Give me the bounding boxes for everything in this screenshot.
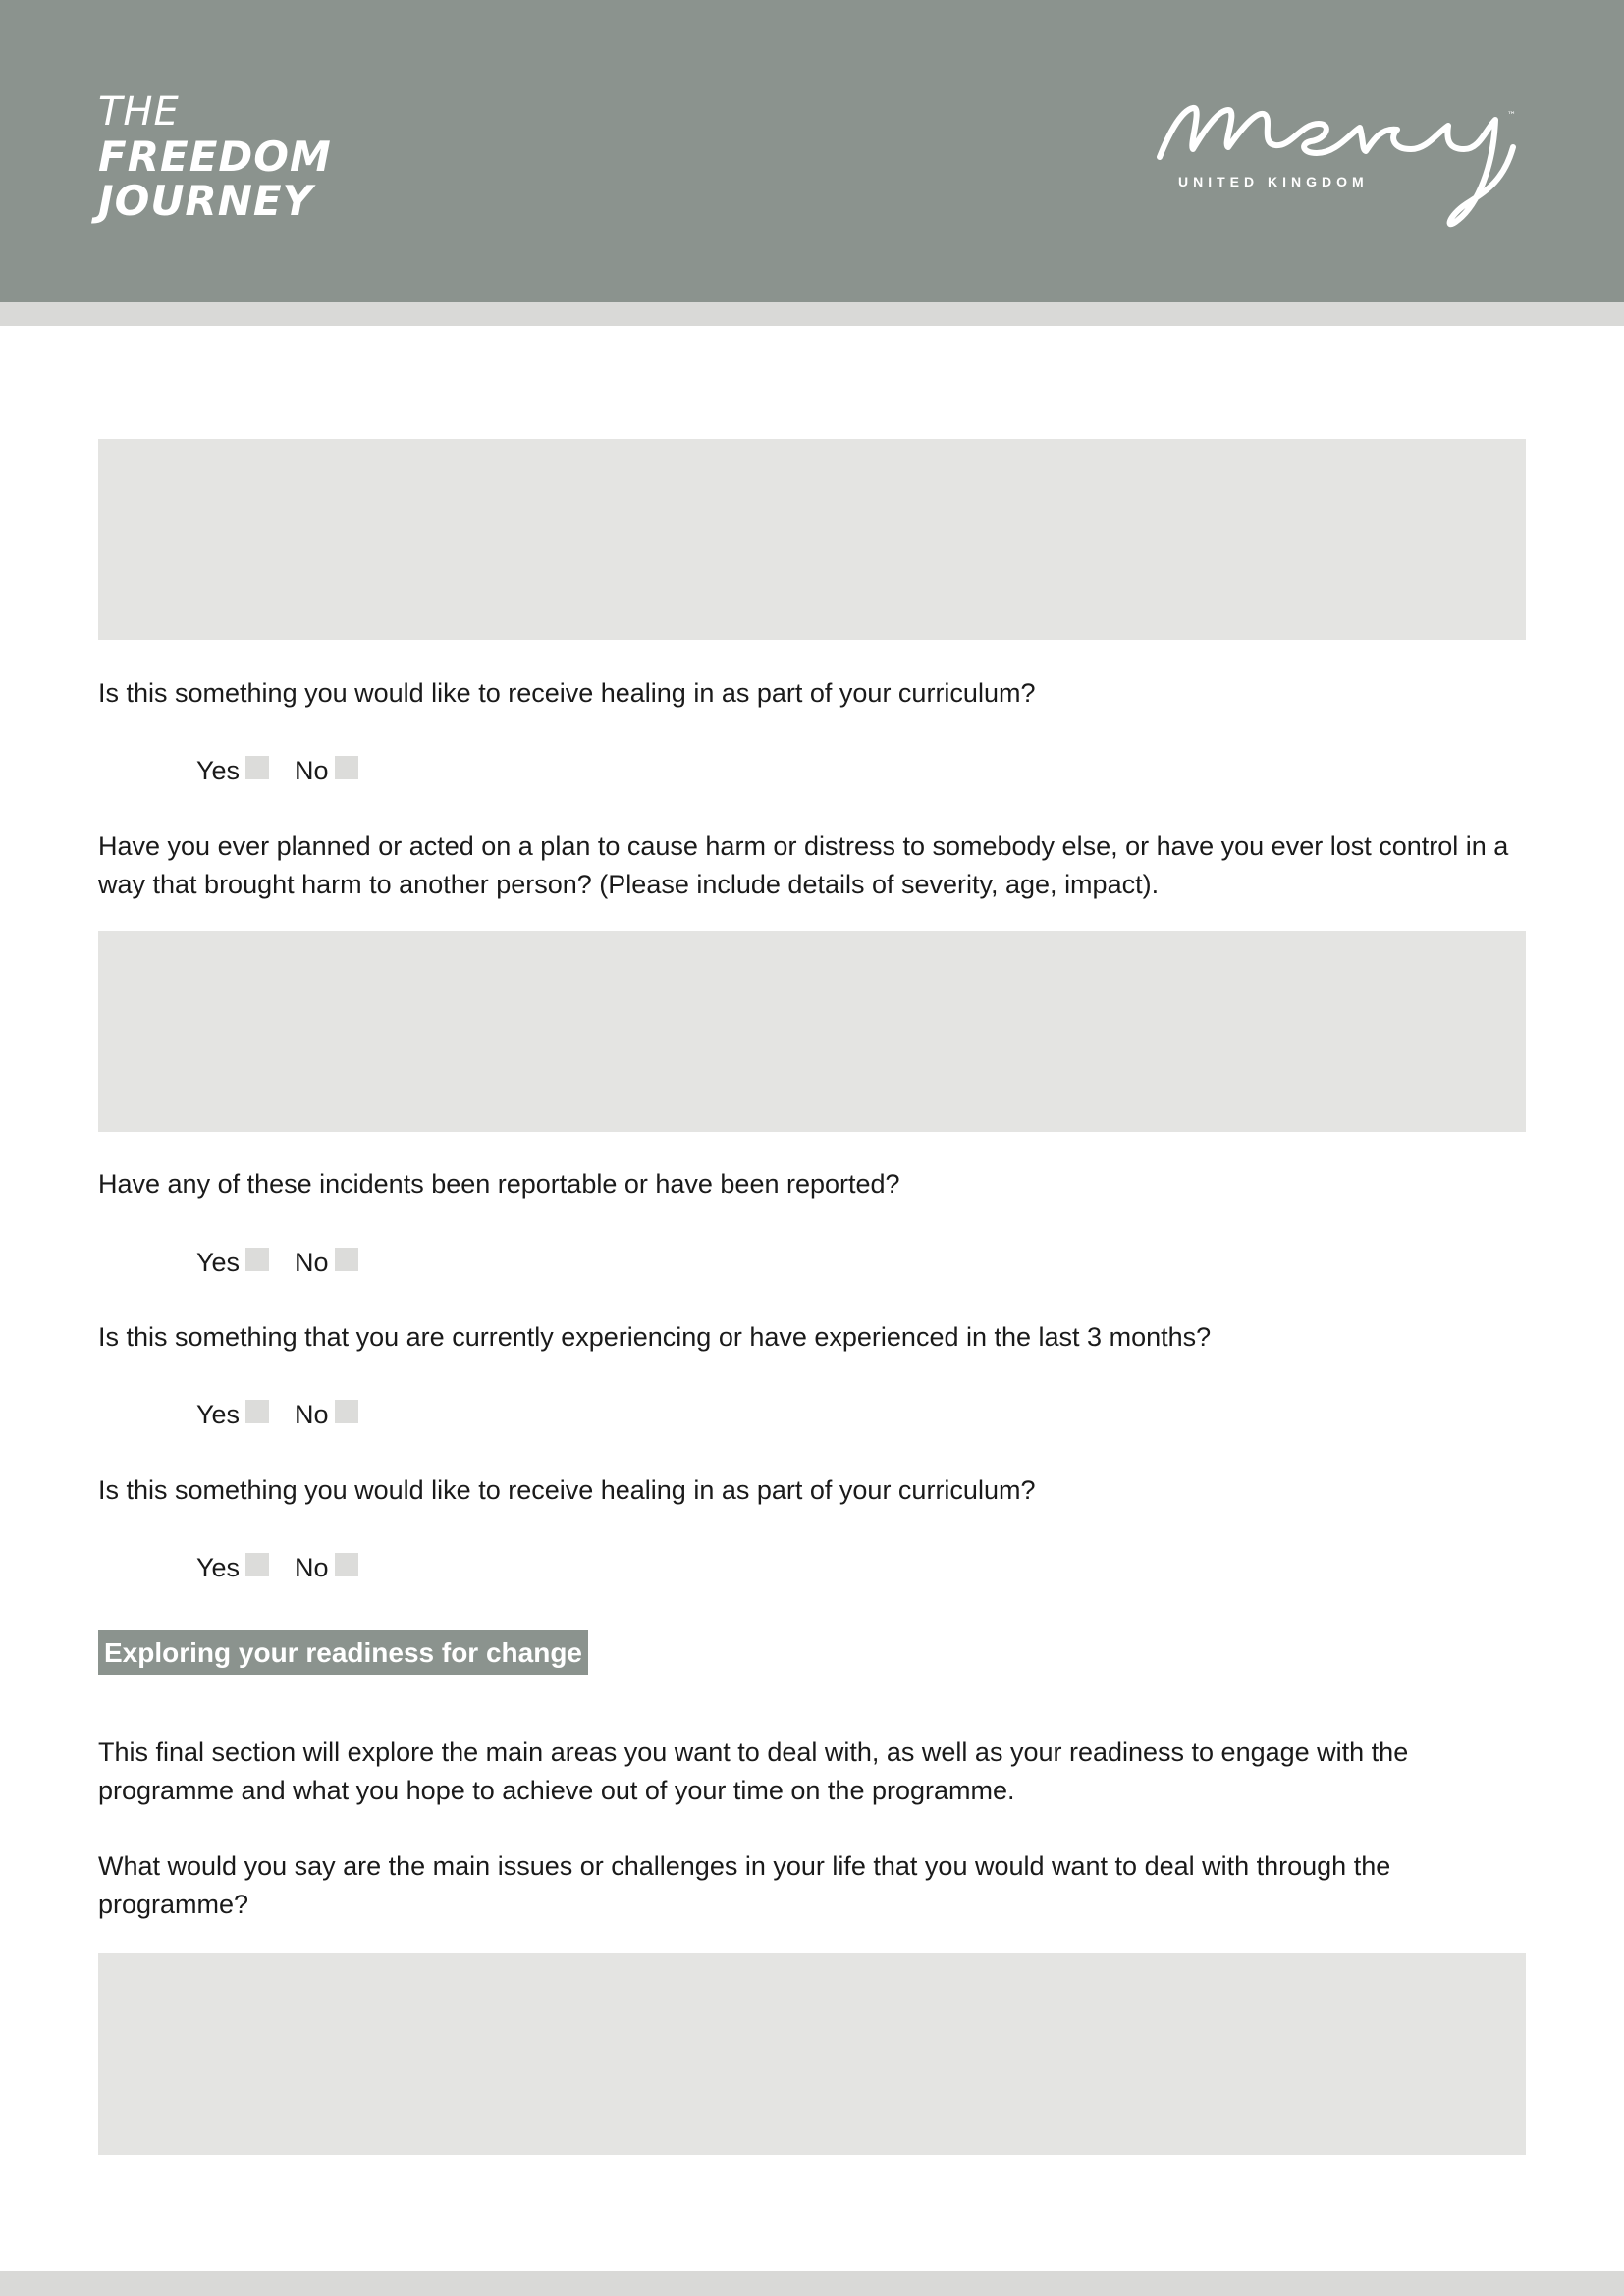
footer-band	[0, 2271, 1624, 2296]
question-main-issues: What would you say are the main issues or challenges in your life that you would want to deal with through the programme?	[98, 1851, 1391, 1919]
no-label: No	[295, 1248, 329, 1277]
brand-title-line1: THE	[98, 89, 180, 134]
no-checkbox[interactable]	[335, 1400, 358, 1423]
question-healing-1: Is this something you would like to receive healing in as part of your curriculum?	[98, 678, 1036, 708]
section-intro: This final section will explore the main areas you want to deal with, as well as your readiness to engage with the programme and what you hope to achieve out of your time on the programme.	[98, 1737, 1409, 1805]
section-heading: Exploring your readiness for change	[98, 1630, 588, 1675]
answer-textbox-3[interactable]	[98, 1953, 1526, 2155]
question-harm-others: Have you ever planned or acted on a plan to cause harm or distress to somebody else, or have you ever lost control in a way that brought harm to another person? (Please include details of severity, age, impact).	[98, 831, 1509, 899]
yes-checkbox[interactable]	[245, 1248, 269, 1271]
yes-checkbox[interactable]	[245, 1400, 269, 1423]
no-checkbox[interactable]	[335, 756, 358, 779]
yes-label: Yes	[196, 756, 241, 785]
question-current-experience: Is this something that you are currently experiencing or have experienced in the last 3 months?	[98, 1322, 1212, 1352]
yes-label: Yes	[196, 1248, 241, 1277]
answer-textbox-1[interactable]	[98, 439, 1526, 640]
no-label: No	[295, 1400, 329, 1429]
brand-title-line2: FREEDOM	[98, 133, 332, 181]
no-checkbox[interactable]	[335, 1248, 358, 1271]
yes-checkbox[interactable]	[245, 756, 269, 779]
logo-tm: ™	[1507, 111, 1516, 121]
no-checkbox[interactable]	[335, 1553, 358, 1576]
logo-subtitle: UNITED KINGDOM	[1178, 174, 1369, 189]
no-label: No	[295, 1553, 329, 1582]
question-reported: Have any of these incidents been reportable or have been reported?	[98, 1169, 900, 1199]
mercy-logo	[1154, 88, 1532, 236]
question-healing-2: Is this something you would like to receive healing in as part of your curriculum?	[98, 1475, 1036, 1505]
brand-title	[98, 90, 332, 223]
yes-label: Yes	[196, 1400, 241, 1429]
answer-textbox-2[interactable]	[98, 931, 1526, 1132]
header-divider-band	[0, 302, 1624, 326]
brand-title-line3: JOURNEY	[98, 177, 314, 225]
yes-label: Yes	[196, 1553, 241, 1582]
yes-checkbox[interactable]	[245, 1553, 269, 1576]
no-label: No	[295, 756, 329, 785]
